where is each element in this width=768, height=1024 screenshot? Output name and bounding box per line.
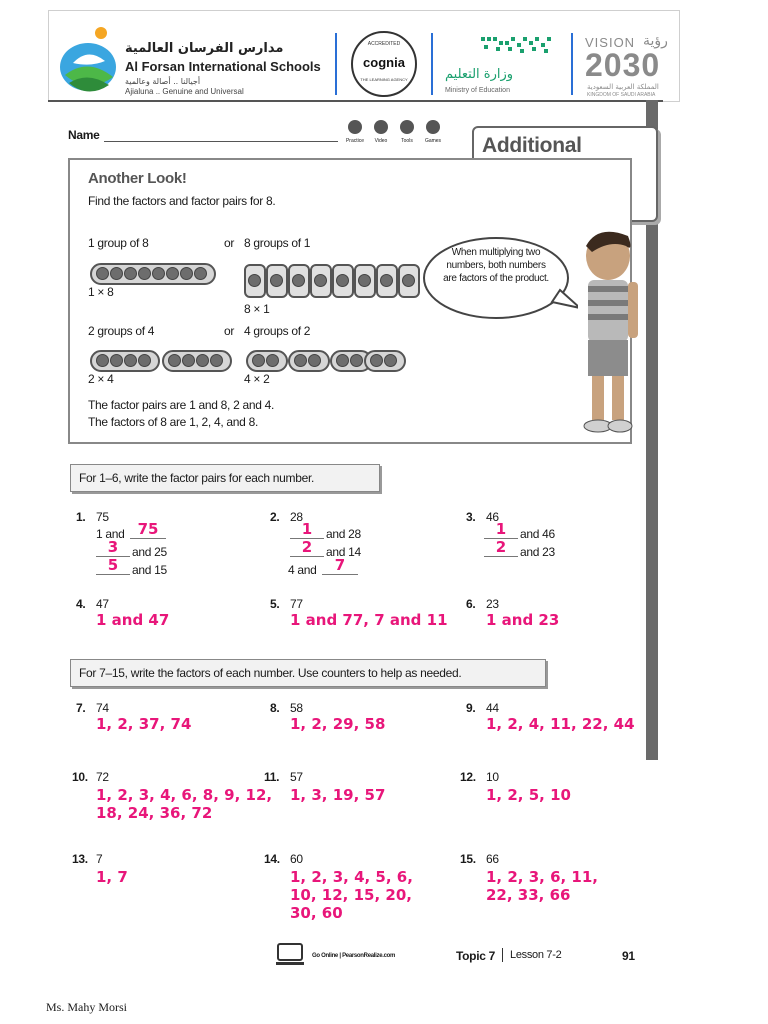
equation: 8 × 1 [244, 302, 270, 316]
go-online-text: Go Online | PearsonRealize.com [312, 953, 396, 959]
counter-group [332, 264, 354, 298]
pair-label: and 28 [326, 527, 361, 541]
answer[interactable]: 7 [322, 556, 358, 575]
counter-group [354, 264, 376, 298]
answer[interactable]: 10, 12, 15, 20, [290, 886, 412, 904]
problem-number: 15. [460, 852, 476, 866]
problem-value: 66 [486, 852, 499, 866]
answer[interactable]: 18, 24, 36, 72 [96, 804, 213, 822]
problem-value: 58 [290, 701, 303, 715]
counter-group [288, 264, 310, 298]
boy-character-icon [546, 222, 642, 442]
problem-number: 2. [270, 510, 280, 524]
section-header-1: For 1–6, write the factor pairs for each number. [70, 464, 380, 492]
counter-group [90, 263, 216, 285]
equation: 1 × 8 [88, 285, 114, 299]
group-label: 8 groups of 1 [244, 236, 311, 250]
problem-number: 11. [264, 770, 280, 784]
tools-icon[interactable] [400, 120, 414, 134]
problem-value: 74 [96, 701, 109, 715]
problem-value: 44 [486, 701, 499, 715]
cognia-top-text: ACCREDITED [367, 41, 401, 47]
answer[interactable]: 1 and 47 [96, 611, 170, 629]
answer[interactable]: 1, 7 [96, 868, 128, 886]
counter-group [398, 264, 420, 298]
equation: 4 × 2 [244, 372, 270, 386]
icon-label: Games [424, 138, 442, 144]
counter-group [266, 264, 288, 298]
tagline-arabic: أجيالنا .. أصالة وعالمية [125, 77, 201, 86]
pair-label: 1 and [96, 527, 125, 541]
icon-label: Practice [345, 138, 365, 144]
speech-text: When multiplying two numbers, both numbers are factors of the product. [443, 247, 549, 284]
problem-number: 5. [270, 597, 280, 611]
resource-icons [345, 120, 448, 150]
answer[interactable]: 1, 2, 3, 6, 11, [486, 868, 599, 886]
group-label: 1 group of 8 [88, 236, 149, 250]
video-icon[interactable] [374, 120, 388, 134]
kingdom-english: KINGDOM OF SAUDI ARABIA [587, 92, 656, 98]
problem-number: 7. [76, 701, 86, 715]
school-banner [48, 10, 680, 102]
counter-group [162, 350, 232, 372]
problem-value: 57 [290, 770, 303, 784]
answer[interactable]: 1 and 77, 7 and 11 [290, 611, 448, 629]
cognia-bottom-text: THE LEARNING AGENCY [360, 77, 408, 82]
problem-value: 75 [96, 510, 109, 524]
author-name: Ms. Mahy Morsi [46, 1000, 128, 1014]
answer[interactable]: 1, 2, 3, 4, 6, 8, 9, 12, [96, 786, 273, 804]
counter-group [376, 264, 398, 298]
counter-group [288, 350, 330, 372]
topic-label: Topic 7 [456, 949, 496, 963]
problem-number: 8. [270, 701, 280, 715]
practice-icon[interactable] [348, 120, 362, 134]
answer[interactable]: 1, 2, 3, 4, 5, 6, [290, 868, 413, 886]
cognia-wordmark: cognia [363, 55, 405, 70]
divider [571, 33, 573, 95]
counter-group [90, 350, 160, 372]
vision-arabic: رؤية [643, 33, 668, 49]
problem-value: 60 [290, 852, 303, 866]
summary-line: The factor pairs are 1 and 8, 2 and 4. [88, 398, 275, 412]
counter-group [246, 350, 288, 372]
tagline-english: Ajialuna .. Genuine and Universal [125, 87, 244, 96]
problem-number: 1. [76, 510, 86, 524]
counter-group [310, 264, 332, 298]
lesson-label: Lesson 7-2 [510, 949, 562, 961]
problem-number: 3. [466, 510, 476, 524]
problem-value: 77 [290, 597, 303, 611]
ministry-name-arabic: وزارة التعليم [445, 67, 514, 82]
problem-value: 72 [96, 770, 109, 784]
pair-label: and 25 [132, 545, 167, 559]
pair-label: 4 and [288, 563, 317, 577]
school-name-english: Al Forsan International Schools [125, 59, 321, 74]
school-name-arabic: مدارس الفرسان العالمية [125, 41, 284, 56]
name-label: Name [68, 128, 100, 142]
pair-label: and 23 [520, 545, 555, 559]
pair-label: and 46 [520, 527, 555, 541]
section-header-2: For 7–15, write the factors of each number. Use counters to help as needed. [70, 659, 546, 687]
answer[interactable]: 22, 33, 66 [486, 886, 571, 904]
answer[interactable]: 30, 60 [290, 904, 343, 922]
pair-label: and 15 [132, 563, 167, 577]
counter-group [244, 264, 266, 298]
badge-line1: Additional [482, 134, 582, 157]
problem-number: 9. [466, 701, 476, 715]
another-look-instruction: Find the factors and factor pairs for 8. [88, 194, 276, 208]
answer[interactable]: 1 [290, 520, 324, 539]
problem-number: 4. [76, 597, 86, 611]
answer[interactable]: 1 [484, 520, 518, 539]
school-logo-icon [55, 17, 121, 97]
counter-group [364, 350, 406, 372]
problem-number: 10. [72, 770, 88, 784]
divider [431, 33, 433, 95]
group-label: 2 groups of 4 [88, 324, 155, 338]
group-label: 4 groups of 2 [244, 324, 311, 338]
answer[interactable]: 2 [290, 538, 324, 557]
vision-label: VISION [585, 35, 636, 50]
answer[interactable]: 3 [96, 538, 130, 557]
name-line[interactable] [104, 141, 338, 142]
answer[interactable]: 1 and 23 [486, 611, 560, 629]
vision-year: 2030 [585, 47, 661, 83]
answer[interactable]: 1, 2, 37, 74 [96, 715, 192, 733]
page-number: 91 [622, 949, 635, 963]
problem-value: 47 [96, 597, 109, 611]
problem-number: 13. [72, 852, 88, 866]
or-label: or [224, 324, 235, 338]
answer[interactable]: 2 [484, 538, 518, 557]
answer[interactable]: 1, 3, 19, 57 [290, 786, 386, 804]
cognia-seal [351, 31, 417, 97]
another-look-title: Another Look! [88, 170, 187, 187]
games-icon[interactable] [426, 120, 440, 134]
answer[interactable]: 1, 2, 4, 11, 22, 44 [486, 715, 635, 733]
pair-label: and 14 [326, 545, 361, 559]
ministry-name-english: Ministry of Education [445, 87, 510, 94]
ministry-pattern-icon [479, 33, 559, 57]
icon-label: Tools [401, 138, 413, 144]
divider [335, 33, 337, 95]
or-label: or [224, 236, 235, 250]
problem-number: 12. [460, 770, 476, 784]
answer[interactable]: 1, 2, 29, 58 [290, 715, 386, 733]
problem-value: 23 [486, 597, 499, 611]
divider [502, 948, 503, 962]
answer[interactable]: 5 [96, 556, 130, 575]
problem-value: 28 [290, 510, 303, 524]
problem-value: 7 [96, 852, 103, 866]
computer-icon [276, 942, 306, 968]
problem-value: 10 [486, 770, 499, 784]
summary-line: The factors of 8 are 1, 2, 4, and 8. [88, 415, 258, 429]
problem-number: 6. [466, 597, 476, 611]
problem-number: 14. [264, 852, 280, 866]
banner-rule [48, 100, 663, 102]
icon-label: Video [374, 138, 388, 144]
answer[interactable]: 1, 2, 5, 10 [486, 786, 571, 804]
answer[interactable]: 75 [130, 520, 166, 539]
equation: 2 × 4 [88, 372, 114, 386]
problem-value: 46 [486, 510, 499, 524]
kingdom-arabic: المملكة العربية السعودية [587, 83, 659, 91]
